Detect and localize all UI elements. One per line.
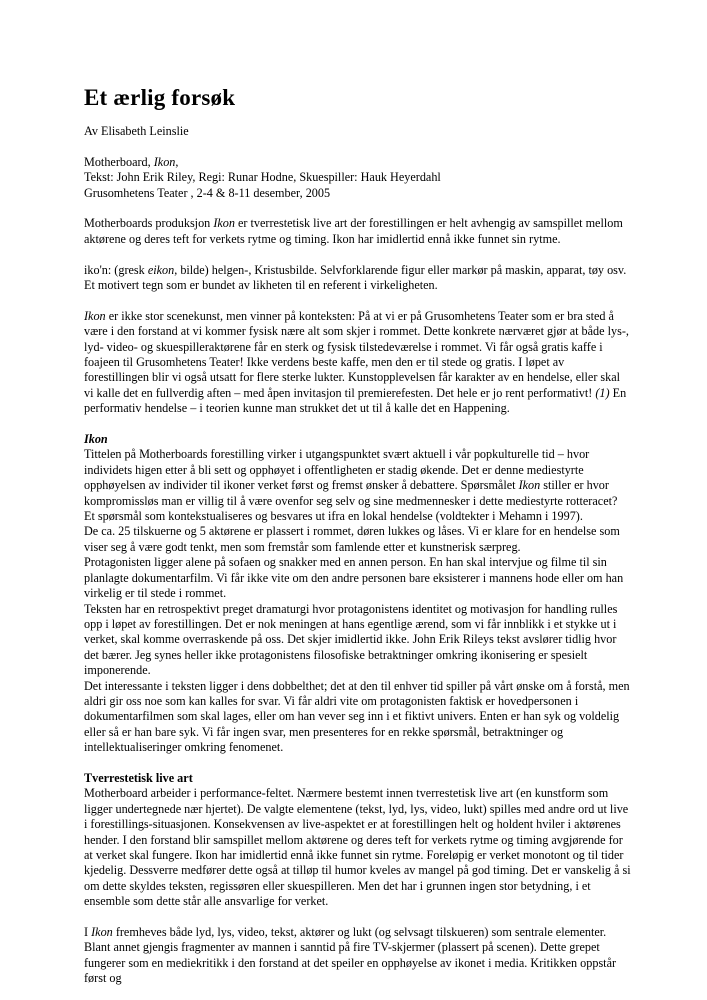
credits-production-line: Motherboard, Ikon, bbox=[84, 154, 179, 169]
ikon-paragraph-title-discussion: Tittelen på Motherboards forestilling virker i utgangspunktet svært aktuell i vår popkulturelle tid – hvor individets higen etter å bli sett og opphøyet i offentligheten er stadig økende. Det er denne mediestyrte opphøyelsen av individer til ikoner verket først og fremst ønsker å debattere. Spørsmålet Ikon stiller er hvor kompromissløs man er villig til å være ovenfor seg selv og sine medmennesker i dette mediestyrte rotteracet? Et spørsmål som kontekstualiseres og besvares ut ifra en lokal hendelse (voldtekter i Mehamn i 1997). bbox=[84, 447, 621, 524]
ikon-paragraph-doubleness: Det interessante i teksten ligger i dens dobbelthet; det at den til enhver tid spiller på vårt ønske om å forstå, men aldri gir oss noe som kan kalles for svar. Vi får aldri vite om protagonisten faktisk er hovedpersonen i dokumentarfilmen som skal lages, eller om han vever seg inn i et fiktivt univers. Enten er han syk og voldelig eller så er han bare syk. Vi får ingen svar, men presenteres for en rekke spørsmål, betraktninger og intellektualiseringer omkring fenomenet. bbox=[84, 678, 633, 755]
paragraph-context: Ikon er ikke stor scenekunst, men vinner på konteksten: På at vi er på Grusomhetens Teater som er bra sted å være i den forstand at vi kommer fysisk nære alt som skjer i rommet. Dette konkrete nærværet gjør at både lys-, lyd- video- og skuespilleraktørene får en sterk og fysisk tilstedeværelse i rommet. Vi får også gratis kaffe i foajeen til Grusomhetens Teater! Ikke verdens beste kaffe, men den er til stede og gratis. I løpet av forestillingen blir vi også utsatt for flere sterke lukter. Kunstopplevelsen får karakter av en hendelse, eller skal vi kalle det en fullverdig aften – med åpen invitasjon til premierefesten. Det hele er jo rent performativt! (1) En performativ hendelse – i teorien kunne man strukket det ut til å kalle det en Happening. bbox=[84, 308, 632, 416]
credits-block bbox=[84, 155, 631, 201]
section-ikon-body bbox=[84, 447, 631, 755]
ikon-paragraph-dramaturgy: Teksten har en retrospektivt preget dramaturgi hvor protagonistens identitet og motivasjon for handling rulles opp i løpet av forestillingen. Det er nok meningen at hans egentlige ærend, som vi får innblikk i et stykke ut i verket, skal komme overraskende på oss. Det skjer imidlertid ikke. John Erik Rileys tekst avslører tidlig hvor det bærer. Jeg synes heller ikke protagonistens filosofiske betraktninger omkring ikonisering er spesielt imponerende. bbox=[84, 601, 621, 678]
ikon-paragraph-audience: De ca. 25 tilskuerne og 5 aktørene er plassert i rommet, døren lukkes og låses. Vi er klare for en hendelse som viser seg å være godt tenkt, men som fremstår som famlende etter et kunstnerisk særpreg. bbox=[84, 524, 623, 554]
section-heading-ikon: Ikon bbox=[84, 432, 108, 447]
document-title: Et ærlig forsøk bbox=[84, 85, 236, 110]
ikon-paragraph-protagonist: Protagonisten ligger alene på sofaen og snakker med en annen person. En han skal intervjue og filme til sin planlagte dokumentarfilm. Vi får ikke vite om den andre personen bare eksisterer i mannens hode eller om han virkelig er til stede i rommet. bbox=[84, 555, 627, 601]
credits-venue-dates-line: Grusomhetens Teater , 2-4 & 8-11 desember, 2005 bbox=[84, 185, 331, 200]
byline: Av Elisabeth Leinslie bbox=[84, 124, 189, 138]
final-paragraph: I Ikon fremheves både lyd, lys, video, tekst, aktører og lukt (og selvsagt tilskueren) som sentrale elementer. Blant annet gjengis fragmenter av mannen i sanntid på fire TV-skjermer (plassert på scenen). Dette grepet fungerer som en mediekritikk i den forstand at det speiler en opphøyelse av ikonet i media. Kritikken oppstår først og bbox=[84, 925, 620, 986]
live-art-paragraph: Motherboard arbeider i performance-feltet. Nærmere bestemt innen tverrestetisk live art (en kunstform som ligger undertegnede nær hjertet). De valgte elementene (tekst, lyd, lys, video, lukt) spilles med andre ord ut live i forestillings-situasjonen. Konsekvensen av live-aspektet er at forestillingen helt og holdent hviler i aktørenes hender. I den forstand blir samspillet mellom aktørene og deres teft for verkets rytme og timing avgjørende for at verket skal fungere. Ikon har imidlertid ennå ikke funnet sin rytme. Foreløpig er verket monotont og til tider kjedelig. Dessverre medfører dette også at tilløp til humor kveles av mangel på god timing. Det er vanskelig å si om dette skyldes teksten, regissøren eller skuespilleren. Men det har i grunnen ingen stor betydning, i et ensemble som dette står alle ansvarlige for verket. bbox=[84, 786, 634, 909]
section-heading-live-art: Tverrestetisk live art bbox=[84, 770, 193, 785]
paragraph-ikon-definition: iko'n: (gresk eikon, bilde) helgen-, Kristusbilde. Selvforklarende figur eller markør på maskin, apparat, tøy osv. Et motivert tegn som er bundet av likheten til en referent i virkeligheten. bbox=[84, 262, 630, 293]
paragraph-intro: Motherboards produksjon Ikon er tverrestetisk live art der forestillingen er helt avhengig av samspillet mellom aktørene og deres teft for verkets rytme og timing. Ikon har imidlertid ennå ikke funnet sin rytme. bbox=[84, 216, 626, 246]
credits-crew-line: Tekst: John Erik Riley, Regi: Runar Hodne, Skuespiller: Hauk Heyerdahl bbox=[84, 170, 441, 185]
